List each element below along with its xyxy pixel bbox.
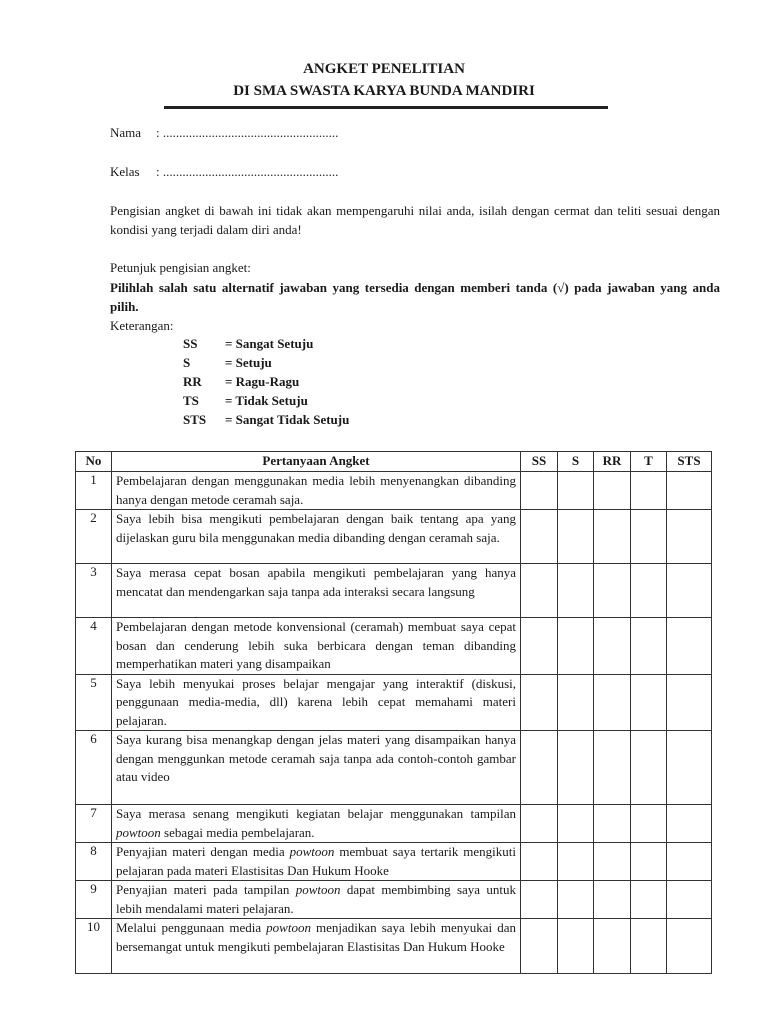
kelas-field	[110, 164, 338, 180]
answer-cell-s[interactable]	[558, 510, 594, 564]
answer-cell-rr[interactable]	[594, 805, 631, 843]
col-header-question: Pertanyaan Angket	[112, 452, 521, 472]
kelas-label: Kelas	[110, 164, 140, 179]
document-title: ANGKET PENELITIAN	[303, 61, 465, 77]
answer-cell-s[interactable]	[558, 919, 594, 974]
answer-cell-ss[interactable]	[521, 564, 558, 618]
answer-cell-rr[interactable]	[594, 618, 631, 675]
question-number: 7	[76, 805, 112, 843]
answer-cell-sts[interactable]	[667, 881, 712, 919]
answer-cell-sts[interactable]	[667, 805, 712, 843]
table-row	[76, 919, 712, 974]
table-row	[76, 564, 712, 618]
question-text: Penyajian materi dengan media powtoon membuat saya tertarik mengikuti pelajaran pada materi Elastisitas Dan Hukum Hooke	[112, 843, 521, 881]
answer-cell-t[interactable]	[631, 805, 667, 843]
answer-cell-s[interactable]	[558, 472, 594, 510]
answer-cell-t[interactable]	[631, 843, 667, 881]
question-text: Saya merasa senang mengikuti kegiatan belajar menggunakan tampilan powtoon sebagai media pembelajaran.	[112, 805, 521, 843]
table-row	[76, 472, 712, 510]
answer-cell-sts[interactable]	[667, 919, 712, 974]
answer-cell-sts[interactable]	[667, 472, 712, 510]
questionnaire-table	[75, 451, 712, 974]
answer-cell-ss[interactable]	[521, 843, 558, 881]
question-number: 8	[76, 843, 112, 881]
question-number: 10	[76, 919, 112, 974]
intro-paragraph: Pengisian angket di bawah ini tidak akan mempengaruhi nilai anda, isilah dengan cermat dan teliti sesuai dengan kondisi yang terjadi dalam diri anda!	[110, 203, 720, 237]
petunjuk-text: Pilihlah salah satu alternatif jawaban yang tersedia dengan memberi tanda (√) pada jawaban yang anda pilih.	[110, 280, 720, 314]
answer-cell-sts[interactable]	[667, 564, 712, 618]
legend-item: TS = Tidak Setuju	[183, 393, 308, 408]
table-row	[76, 618, 712, 675]
answer-cell-t[interactable]	[631, 472, 667, 510]
legend-item: SS = Sangat Setuju	[183, 336, 314, 351]
title-underline	[164, 106, 608, 109]
col-header-t: T	[631, 452, 667, 472]
nama-blank: : ......................................................	[156, 125, 339, 140]
answer-cell-rr[interactable]	[594, 564, 631, 618]
question-number: 6	[76, 731, 112, 805]
answer-cell-t[interactable]	[631, 510, 667, 564]
question-number: 2	[76, 510, 112, 564]
answer-cell-t[interactable]	[631, 564, 667, 618]
answer-cell-rr[interactable]	[594, 919, 631, 974]
answer-cell-ss[interactable]	[521, 919, 558, 974]
question-text: Saya lebih menyukai proses belajar mengajar yang interaktif (diskusi, penggunaan media-media, dll) karena lebih cepat memahami materi pelajaran.	[112, 674, 521, 731]
answer-cell-sts[interactable]	[667, 510, 712, 564]
answer-cell-sts[interactable]	[667, 674, 712, 731]
answer-cell-ss[interactable]	[521, 805, 558, 843]
answer-cell-rr[interactable]	[594, 674, 631, 731]
col-header-s: S	[558, 452, 594, 472]
col-header-sts: STS	[667, 452, 712, 472]
answer-cell-t[interactable]	[631, 881, 667, 919]
answer-cell-t[interactable]	[631, 674, 667, 731]
legend-item: RR = Ragu-Ragu	[183, 374, 300, 389]
table-row	[76, 674, 712, 731]
petunjuk-label: Petunjuk pengisian angket:	[110, 260, 251, 275]
answer-cell-s[interactable]	[558, 843, 594, 881]
col-header-no: No	[76, 452, 112, 472]
question-text: Saya kurang bisa menangkap dengan jelas materi yang disampaikan hanya dengan menggunkan metode ceramah saja tanpa ada contoh-contoh gambar atau video	[112, 731, 521, 805]
table-header-row	[76, 452, 712, 472]
answer-cell-ss[interactable]	[521, 731, 558, 805]
answer-cell-sts[interactable]	[667, 843, 712, 881]
answer-cell-sts[interactable]	[667, 618, 712, 675]
table-row	[76, 843, 712, 881]
answer-cell-rr[interactable]	[594, 472, 631, 510]
table-row	[76, 731, 712, 805]
answer-cell-s[interactable]	[558, 805, 594, 843]
keterangan-label: Keterangan:	[110, 318, 174, 333]
answer-cell-ss[interactable]	[521, 472, 558, 510]
answer-cell-rr[interactable]	[594, 510, 631, 564]
question-text: Penyajian materi pada tampilan powtoon dapat membimbing saya untuk lebih mendalami materi pelajaran.	[112, 881, 521, 919]
answer-cell-rr[interactable]	[594, 731, 631, 805]
answer-cell-t[interactable]	[631, 618, 667, 675]
col-header-rr: RR	[594, 452, 631, 472]
answer-cell-t[interactable]	[631, 731, 667, 805]
answer-cell-rr[interactable]	[594, 881, 631, 919]
answer-cell-ss[interactable]	[521, 510, 558, 564]
table-row	[76, 805, 712, 843]
col-header-ss: SS	[521, 452, 558, 472]
nama-field	[110, 125, 338, 141]
answer-cell-ss[interactable]	[521, 674, 558, 731]
answer-cell-s[interactable]	[558, 731, 594, 805]
question-text: Pembelajaran dengan metode konvensional (ceramah) membuat saya cepat bosan dan cenderung lebih suka berbicara dengan teman dibanding memperhatikan materi yang disampaikan	[112, 618, 521, 675]
answer-cell-s[interactable]	[558, 881, 594, 919]
question-number: 5	[76, 674, 112, 731]
document-subtitle: DI SMA SWASTA KARYA BUNDA MANDIRI	[233, 83, 535, 99]
question-number: 9	[76, 881, 112, 919]
question-text: Melalui penggunaan media powtoon menjadikan saya lebih menyukai dan bersemangat untuk mengikuti pembelajaran Elastisitas Dan Hukum Hooke	[112, 919, 521, 974]
legend-item: STS = Sangat Tidak Setuju	[183, 412, 350, 427]
table-row	[76, 881, 712, 919]
table-row	[76, 510, 712, 564]
answer-cell-rr[interactable]	[594, 843, 631, 881]
answer-cell-s[interactable]	[558, 618, 594, 675]
nama-label: Nama	[110, 125, 142, 140]
question-text: Pembelajaran dengan menggunakan media lebih menyenangkan dibanding hanya dengan metode ceramah saja.	[112, 472, 521, 510]
question-number: 1	[76, 472, 112, 510]
question-text: Saya lebih bisa mengikuti pembelajaran dengan baik tentang apa yang dijelaskan guru bila menggunakan media dibanding dengan ceramah saja.	[112, 510, 521, 564]
answer-cell-s[interactable]	[558, 674, 594, 731]
answer-cell-t[interactable]	[631, 919, 667, 974]
answer-cell-sts[interactable]	[667, 731, 712, 805]
question-number: 4	[76, 618, 112, 675]
legend-item: S = Setuju	[183, 355, 272, 370]
kelas-blank: : ......................................................	[156, 164, 339, 179]
answer-cell-s[interactable]	[558, 564, 594, 618]
question-number: 3	[76, 564, 112, 618]
question-text: Saya merasa cepat bosan apabila mengikuti pembelajaran yang hanya mencatat dan mendengarkan saja tanpa ada interaksi secara langsung	[112, 564, 521, 618]
answer-cell-ss[interactable]	[521, 618, 558, 675]
answer-cell-ss[interactable]	[521, 881, 558, 919]
